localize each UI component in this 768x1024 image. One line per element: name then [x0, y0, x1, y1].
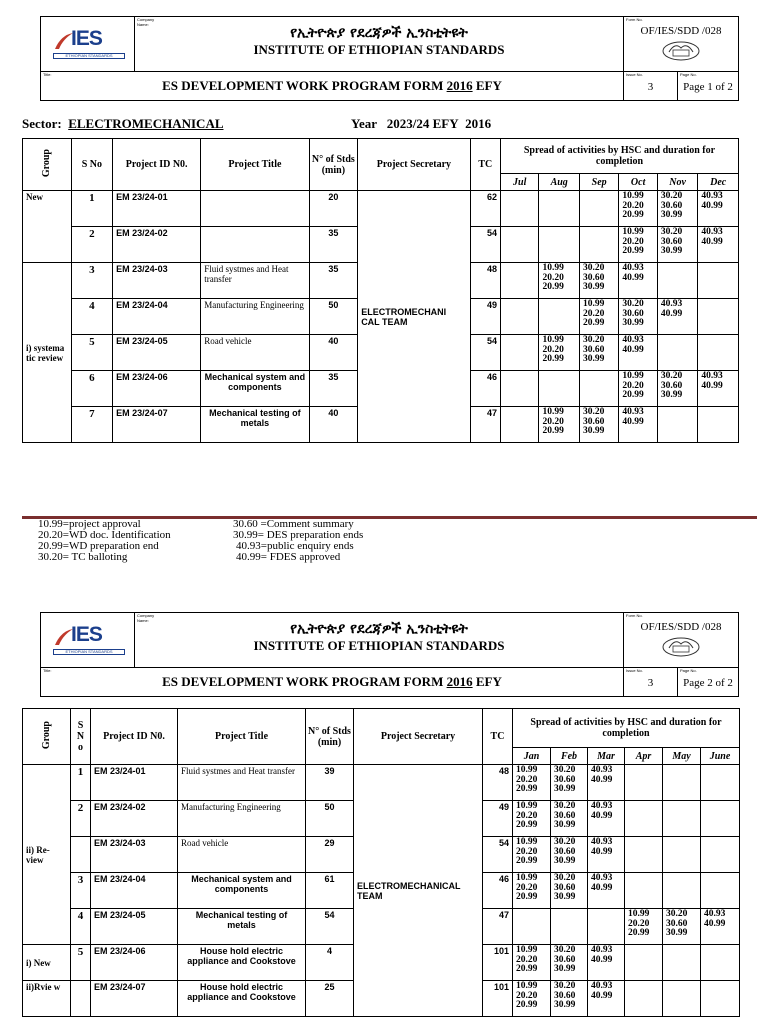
form-no-caption: Form No. [626, 17, 643, 22]
page-cell [678, 72, 738, 100]
project-id: EM 23/24-04 [91, 873, 178, 909]
tc-number: 48 [470, 263, 500, 299]
activity-cell [500, 299, 538, 335]
project-id: EM 23/24-02 [91, 801, 178, 837]
tc-number: 101 [483, 945, 513, 981]
activity-cell [625, 873, 663, 909]
col-group: Group [23, 709, 71, 765]
activity-cell: 40.93 40.99 [588, 765, 625, 801]
row-sno [71, 837, 91, 873]
activity-cell: 40.93 40.99 [619, 407, 657, 443]
tc-number: 54 [470, 227, 500, 263]
project-title: Road vehicle [178, 837, 306, 873]
issue-cell [624, 72, 678, 100]
tc-number: 46 [483, 873, 513, 909]
col-spread: Spread of activities by HSC and duration for completion [500, 139, 738, 174]
n-stds: 4 [306, 945, 354, 981]
activity-cell: 40.93 40.99 [698, 191, 739, 227]
legend-item: 20.20=WD doc. Identification [38, 529, 171, 541]
logo-subtext: ETHIOPIAN STANDARDS [53, 53, 125, 59]
activity-cell [663, 801, 701, 837]
page-no-caption: Page No. [680, 668, 697, 673]
n-stds: 35 [309, 371, 358, 407]
col-secretary: Project Secretary [354, 709, 483, 765]
activity-cell [663, 837, 701, 873]
activity-cell [500, 407, 538, 443]
group-cell: New [23, 191, 72, 263]
tc-number: 49 [470, 299, 500, 335]
col-n-stds: N° of Stds (min) [306, 709, 354, 765]
project-title: House hold electric appliance and Cookstove [178, 945, 306, 981]
activity-cell [588, 909, 625, 945]
activity-cell: 10.99 20.20 20.99 [513, 945, 551, 981]
issue-no-caption: Issue No. [626, 668, 643, 673]
activity-cell [579, 371, 618, 407]
work-program-table-2 [22, 708, 740, 1017]
title-caption: Title: [43, 668, 52, 673]
form-number: OF/IES/SDD /028 [640, 25, 722, 37]
activity-cell: 10.99 20.20 20.99 [539, 407, 580, 443]
project-id: EM 23/24-03 [91, 837, 178, 873]
activity-cell: 10.99 20.20 20.99 [513, 873, 551, 909]
page-cell [678, 668, 738, 696]
n-stds: 40 [309, 407, 358, 443]
group-cell: ii)Rvie w [23, 981, 71, 1017]
project-title: Mechanical testing of metals [178, 909, 306, 945]
table-row [23, 191, 739, 227]
form-no-caption: Form No. [626, 613, 643, 618]
legend-item: 30.60 =Comment summary [233, 518, 354, 530]
month-apr: Apr [625, 748, 663, 765]
n-stds: 35 [309, 227, 358, 263]
activity-cell [701, 873, 740, 909]
col-project-title: Project Title [201, 139, 309, 191]
doc-title-cell [41, 668, 624, 696]
row-sno: 5 [71, 945, 91, 981]
project-title: Road vehicle [201, 335, 309, 371]
project-id: EM 23/24-07 [113, 407, 201, 443]
activity-cell: 30.20 30.60 30.99 [551, 837, 588, 873]
activity-cell [551, 909, 588, 945]
activity-cell [539, 299, 580, 335]
es-mark-icon [661, 636, 701, 658]
activity-cell: 30.20 30.60 30.99 [657, 371, 698, 407]
activity-cell: 10.99 20.20 20.99 [619, 371, 657, 407]
month-may: May [663, 748, 701, 765]
col-project-id: Project ID N0. [91, 709, 178, 765]
activity-cell: 40.93 40.99 [588, 873, 625, 909]
logo-subtext: ETHIOPIAN STANDARDS [53, 649, 125, 655]
activity-cell: 10.99 20.20 20.99 [625, 909, 663, 945]
activity-cell [625, 837, 663, 873]
tc-number: 54 [483, 837, 513, 873]
activity-cell [500, 191, 538, 227]
n-stds: 39 [306, 765, 354, 801]
activity-cell: 30.20 30.60 30.99 [551, 981, 588, 1017]
activity-cell [657, 407, 698, 443]
n-stds: 61 [306, 873, 354, 909]
tc-number: 47 [470, 407, 500, 443]
project-title: Fluid systmes and Heat transfer [178, 765, 306, 801]
activity-cell: 30.20 30.60 30.99 [579, 335, 618, 371]
activity-cell: 10.99 20.20 20.99 [619, 191, 657, 227]
row-sno: 2 [71, 801, 91, 837]
col-tc: TC [483, 709, 513, 765]
activity-cell [579, 191, 618, 227]
row-sno: 6 [71, 371, 113, 407]
form-header-page-1 [40, 16, 739, 101]
activity-cell: 10.99 20.20 20.99 [513, 837, 551, 873]
es-mark-icon [661, 40, 701, 62]
month-dec: Dec [698, 174, 739, 191]
activity-cell [701, 801, 740, 837]
logo-text: IES [71, 27, 102, 50]
tc-number: 62 [470, 191, 500, 227]
row-sno: 4 [71, 909, 91, 945]
project-secretary: ELECTROMECHANI CAL TEAM [358, 191, 470, 443]
activity-cell [625, 945, 663, 981]
month-oct: Oct [619, 174, 657, 191]
legend-item: 40.93=public enquiry ends [236, 540, 354, 552]
issue-cell [624, 668, 678, 696]
activity-cell [657, 335, 698, 371]
month-nov: Nov [657, 174, 698, 191]
project-id: EM 23/24-06 [113, 371, 201, 407]
activity-cell [500, 227, 538, 263]
activity-cell: 40.93 40.99 [698, 371, 739, 407]
col-secretary: Project Secretary [358, 139, 470, 191]
activity-cell [625, 765, 663, 801]
project-title: Mechanical system and components [178, 873, 306, 909]
tc-number: 49 [483, 801, 513, 837]
legend-item: 30.99= DES preparation ends [233, 529, 364, 541]
activity-cell: 30.20 30.60 30.99 [551, 765, 588, 801]
activity-cell [698, 407, 739, 443]
activity-cell: 40.93 40.99 [588, 945, 625, 981]
project-title [201, 191, 309, 227]
activity-cell [625, 981, 663, 1017]
project-title: Manufacturing Engineering [178, 801, 306, 837]
activity-cell [701, 945, 740, 981]
project-id: EM 23/24-05 [113, 335, 201, 371]
company-name-caption: Company Name: [137, 613, 155, 623]
group-cell: i) New [23, 945, 71, 981]
col-project-id: Project ID N0. [113, 139, 201, 191]
logo-text: IES [71, 623, 102, 646]
n-stds: 50 [309, 299, 358, 335]
col-project-title: Project Title [178, 709, 306, 765]
year-line: Year 2023/24 EFY 2016 [351, 116, 492, 131]
activity-cell [698, 263, 739, 299]
activity-cell [539, 371, 580, 407]
activity-cell: 30.20 30.60 30.99 [619, 299, 657, 335]
activity-cell: 30.20 30.60 30.99 [551, 801, 588, 837]
form-number-cell [624, 613, 738, 667]
group-cell: i) systema tic review [23, 263, 72, 443]
activity-cell [698, 299, 739, 335]
tc-number: 101 [483, 981, 513, 1017]
activity-cell: 30.20 30.60 30.99 [657, 191, 698, 227]
row-sno: 1 [71, 765, 91, 801]
activity-cell: 10.99 20.20 20.99 [513, 801, 551, 837]
activity-cell [539, 227, 580, 263]
form-number: OF/IES/SDD /028 [640, 621, 722, 633]
activity-cell [500, 371, 538, 407]
tc-number: 47 [483, 909, 513, 945]
title-caption: Title: [43, 72, 52, 77]
institute-title-cell [135, 17, 624, 71]
row-sno: 7 [71, 407, 113, 443]
project-id: EM 23/24-04 [113, 299, 201, 335]
activity-cell [663, 945, 701, 981]
issue-no-caption: Issue No. [626, 72, 643, 77]
legend-right [233, 519, 363, 563]
project-id: EM 23/24-03 [113, 263, 201, 299]
n-stds: 40 [309, 335, 358, 371]
project-id: EM 23/24-06 [91, 945, 178, 981]
activity-cell: 40.93 40.99 [588, 801, 625, 837]
n-stds: 29 [306, 837, 354, 873]
n-stds: 54 [306, 909, 354, 945]
row-sno: 5 [71, 335, 113, 371]
row-sno: 3 [71, 873, 91, 909]
activity-cell [500, 263, 538, 299]
n-stds: 20 [309, 191, 358, 227]
activity-cell: 10.99 20.20 20.99 [539, 263, 580, 299]
activity-cell: 30.20 30.60 30.99 [663, 909, 701, 945]
activity-cell [701, 837, 740, 873]
activity-cell: 40.93 40.99 [588, 837, 625, 873]
doc-title-cell [41, 72, 624, 100]
activity-cell [701, 765, 740, 801]
ies-logo [51, 27, 127, 61]
activity-cell: 30.20 30.60 30.99 [579, 407, 618, 443]
activity-cell: 30.20 30.60 30.99 [657, 227, 698, 263]
col-sno: S No [71, 139, 113, 191]
page-number: Page 2 of 2 [683, 677, 733, 689]
activity-cell: 40.93 40.99 [698, 227, 739, 263]
project-title: Fluid systmes and Heat transfer [201, 263, 309, 299]
activity-cell: 10.99 20.20 20.99 [513, 981, 551, 1017]
institute-english: INSTITUTE OF ETHIOPIAN STANDARDS [253, 638, 505, 653]
activity-cell [625, 801, 663, 837]
activity-cell: 10.99 20.20 20.99 [539, 335, 580, 371]
work-program-table-1 [22, 138, 739, 443]
project-id: EM 23/24-01 [113, 191, 201, 227]
col-tc: TC [470, 139, 500, 191]
project-id: EM 23/24-02 [113, 227, 201, 263]
activity-cell [657, 263, 698, 299]
legend-item: 20.99=WD preparation end [38, 540, 159, 552]
project-title: Mechanical testing of metals [201, 407, 309, 443]
project-id: EM 23/24-05 [91, 909, 178, 945]
activity-cell: 40.93 40.99 [588, 981, 625, 1017]
month-june: June [701, 748, 740, 765]
tc-number: 46 [470, 371, 500, 407]
tc-number: 54 [470, 335, 500, 371]
month-aug: Aug [539, 174, 580, 191]
row-sno: 1 [71, 191, 113, 227]
row-sno: 3 [71, 263, 113, 299]
month-jul: Jul [500, 174, 538, 191]
logo-cell [41, 613, 155, 667]
activity-cell [663, 981, 701, 1017]
activity-cell [500, 335, 538, 371]
institute-title-cell [135, 613, 624, 667]
activity-cell [663, 873, 701, 909]
month-sep: Sep [579, 174, 618, 191]
logo-cell [41, 17, 155, 71]
doc-title: ES DEVELOPMENT WORK PROGRAM FORM 2016 EFY [162, 674, 502, 689]
sector-line: Sector: ELECTROMECHANICAL [22, 116, 224, 131]
n-stds: 35 [309, 263, 358, 299]
activity-cell: 10.99 20.20 20.99 [619, 227, 657, 263]
company-name-caption: Company Name: [137, 17, 155, 27]
project-id: EM 23/24-01 [91, 765, 178, 801]
activity-cell: 40.93 40.99 [657, 299, 698, 335]
activity-cell: 40.93 40.99 [619, 335, 657, 371]
project-secretary: ELECTROMECHANICAL TEAM [354, 765, 483, 1017]
col-n-stds: N° of Stds (min) [309, 139, 358, 191]
activity-cell: 40.93 40.99 [701, 909, 740, 945]
activity-cell [663, 765, 701, 801]
col-sno: S N o [71, 709, 91, 765]
month-mar: Mar [588, 748, 625, 765]
legend-item: 10.99=project approval [38, 518, 141, 530]
activity-cell: 30.20 30.60 30.99 [551, 945, 588, 981]
project-title: Mechanical system and components [201, 371, 309, 407]
ies-logo [51, 623, 127, 657]
activity-cell: 30.20 30.60 30.99 [551, 873, 588, 909]
institute-amharic: የኢትዮጵያ የደረጃዎች ኢንስቲትዩት [290, 25, 468, 41]
project-title: House hold electric appliance and Cookstove [178, 981, 306, 1017]
row-sno [71, 981, 91, 1017]
n-stds: 25 [306, 981, 354, 1017]
activity-cell: 30.20 30.60 30.99 [579, 263, 618, 299]
activity-cell [579, 227, 618, 263]
activity-cell [539, 191, 580, 227]
col-group: Group [23, 139, 72, 191]
col-spread: Spread of activities by HSC and duration for completion [513, 709, 740, 748]
issue-number: 3 [647, 81, 654, 93]
tc-number: 48 [483, 765, 513, 801]
activity-cell [513, 909, 551, 945]
row-sno: 4 [71, 299, 113, 335]
activity-cell: 40.93 40.99 [619, 263, 657, 299]
legend-item: 30.20= TC balloting [38, 551, 128, 563]
legend-item: 40.99= FDES approved [236, 551, 341, 563]
activity-cell: 10.99 20.20 20.99 [513, 765, 551, 801]
activity-cell [701, 981, 740, 1017]
activity-cell: 10.99 20.20 20.99 [579, 299, 618, 335]
month-feb: Feb [551, 748, 588, 765]
n-stds: 50 [306, 801, 354, 837]
institute-amharic: የኢትዮጵያ የደረጃዎች ኢንስቲትዩት [290, 621, 468, 637]
project-title [201, 227, 309, 263]
project-title: Manufacturing Engineering [201, 299, 309, 335]
month-jan: Jan [513, 748, 551, 765]
issue-number: 3 [647, 677, 654, 689]
institute-english: INSTITUTE OF ETHIOPIAN STANDARDS [253, 42, 505, 57]
project-id: EM 23/24-07 [91, 981, 178, 1017]
activity-cell [698, 335, 739, 371]
sector-value: ELECTROMECHANICAL [68, 116, 224, 131]
page-no-caption: Page No. [680, 72, 697, 77]
legend-left [38, 519, 171, 563]
page-number: Page 1 of 2 [683, 81, 733, 93]
form-number-cell [624, 17, 738, 71]
row-sno: 2 [71, 227, 113, 263]
form-header-page-2 [40, 612, 739, 697]
doc-title: ES DEVELOPMENT WORK PROGRAM FORM 2016 EFY [162, 78, 502, 93]
group-cell: ii) Re- view [23, 765, 71, 945]
table-row [23, 765, 740, 801]
